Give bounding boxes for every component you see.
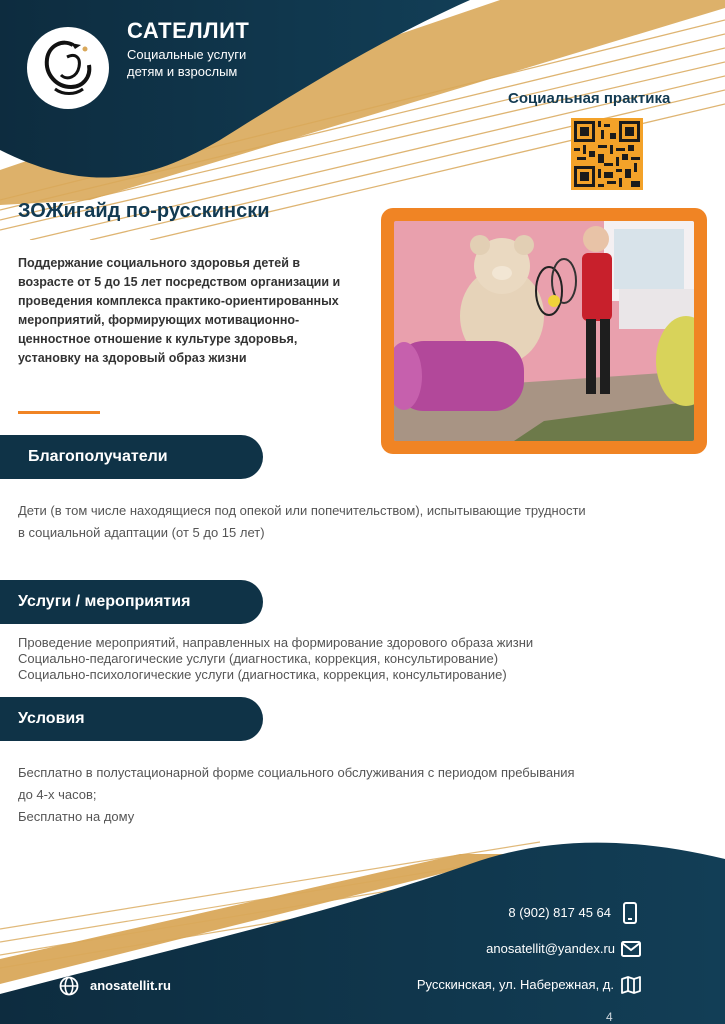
- email-link[interactable]: anosatellit@yandex.ru: [486, 941, 615, 956]
- services-heading: [0, 580, 263, 624]
- accent-divider: [18, 411, 100, 414]
- beneficiaries-heading-label: Благополучатели: [28, 448, 168, 465]
- page-number: 4: [606, 1010, 613, 1024]
- practice-label: Социальная практика: [508, 90, 671, 107]
- website-link[interactable]: anosatellit.ru: [90, 978, 171, 993]
- org-name: САТЕЛЛИТ: [127, 18, 250, 43]
- beneficiaries-heading: [0, 435, 263, 479]
- beneficiaries-line: в социальной адаптации (от 5 до 15 лет): [18, 525, 265, 540]
- activity-photo: [394, 221, 694, 441]
- conditions-line: Бесплатно в полустационарной форме социального обслуживания с периодом пребывания: [18, 765, 575, 780]
- conditions-line: до 4-х часов;: [18, 787, 97, 802]
- org-subtitle-line: Социальные услуги: [127, 47, 247, 62]
- beneficiaries-text: [18, 500, 586, 544]
- phone-icon: [622, 902, 638, 924]
- services-item: Проведение мероприятий, направленных на формирование здорового образа жизни: [18, 635, 534, 650]
- services-item: Социально-психологические услуги (диагностика, коррекция, консультирование): [18, 667, 507, 682]
- conditions-heading: [0, 697, 263, 741]
- phone-number[interactable]: 8 (902) 817 45 64: [508, 905, 611, 920]
- conditions-line: Бесплатно на дому: [18, 809, 135, 824]
- services-heading-label: Услуги / мероприятия: [18, 593, 191, 610]
- qr-code[interactable]: [571, 118, 643, 190]
- footer-decoration: [0, 834, 725, 1024]
- conditions-heading-label: Условия: [18, 710, 85, 727]
- address-text: Русскинская, ул. Набережная, д.: [416, 977, 614, 992]
- org-subtitle-line: детям и взрослым: [127, 64, 238, 79]
- logo-swan-icon: [27, 27, 109, 109]
- conditions-text: [18, 762, 575, 828]
- services-item: Социально-педагогические услуги (диагностика, коррекция, консультирование): [18, 651, 499, 666]
- services-list: [18, 635, 533, 683]
- practice-description: Поддержание социального здоровья детей в возрасте от 5 до 15 лет посредством организации и проведения комплекса практико-ориентированных мероприятий, формирующих мотивационно-ценностное отношение к культуре здоровья, установку на здоровый образ жизни: [18, 256, 341, 365]
- photo-frame: [381, 208, 707, 454]
- logo: [27, 27, 109, 109]
- mail-icon: [621, 941, 641, 957]
- globe-icon: [59, 976, 79, 996]
- map-icon: [621, 976, 641, 994]
- org-subtitle: [127, 46, 307, 80]
- page-title: ЗОЖигайд по-русскински: [18, 200, 270, 222]
- beneficiaries-line: Дети (в том числе находящиеся под опекой или попечительством), испытывающие трудности: [18, 503, 586, 518]
